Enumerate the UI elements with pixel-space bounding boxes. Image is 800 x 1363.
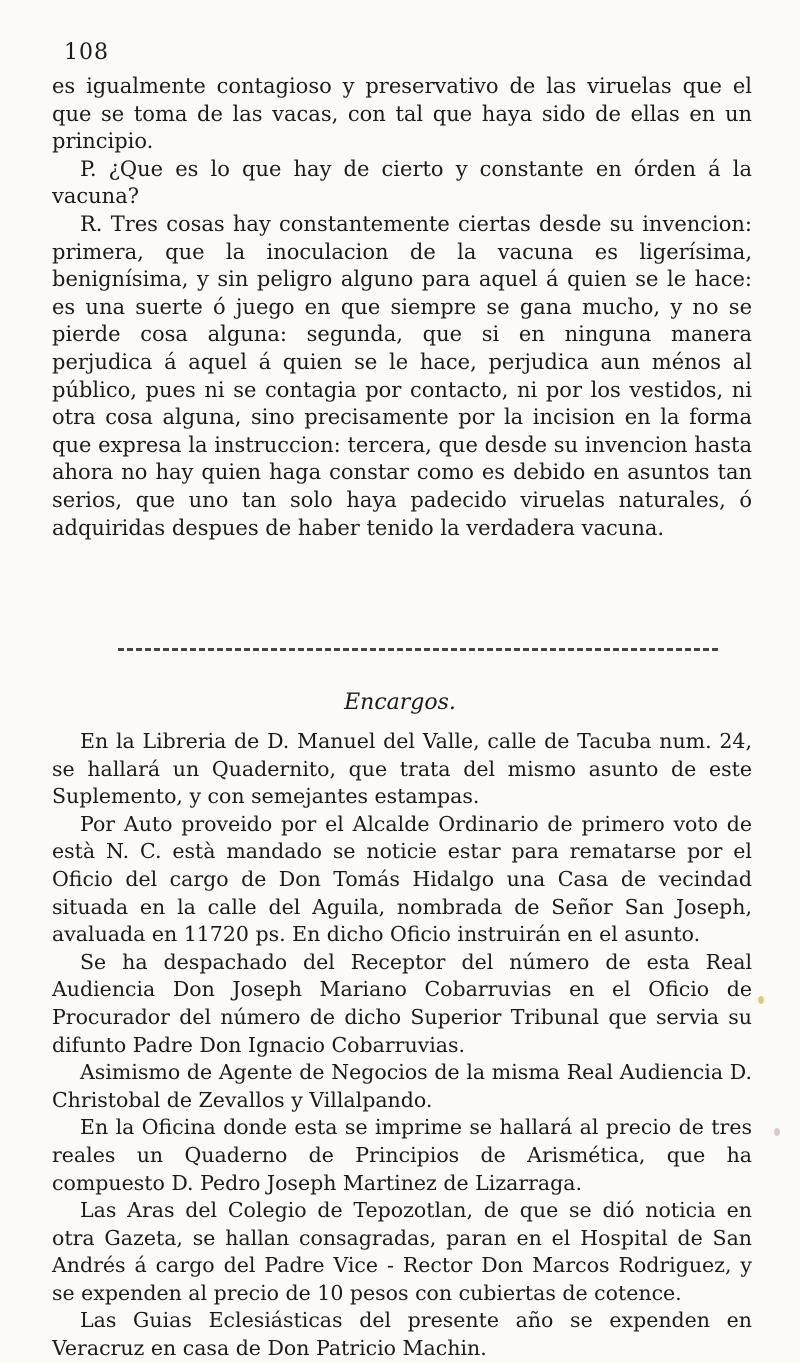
section-title: Encargos. [344, 690, 456, 715]
dialogue-answer: R. Tres cosas hay constantemente ciertas desde su invencion: primera, que la inoculacion de la vacuna es ligerísima, benignísima, y sin peligro alguno para aquel á quien se le hace: es una suerte ó juego en que siempre se gana mucho, y no se pierde cosa alguna: segunda, que si en ninguna manera perjudica á aquel á quien se le hace, perjudica aun ménos al público, pues ni se contagia por contacto, ni por los vestidos, ni otra cosa alguna, sino precisamente por la incision en la forma que expresa la instruccion: tercera, que desde su invencion hasta ahora no hay quien haga constar como es debido en asuntos tan serios, que uno tan solo haya padecido viruelas naturales, ó adquiridas despues de haber tenido la verdadera vacuna. [52, 211, 752, 540]
notice-paragraph: Las Guias Eclesiásticas del presente año se expenden en Veracruz en casa de Don Patricio Machin. [52, 1308, 752, 1361]
notice-paragraph: Las Aras del Colegio de Tepozotlan, de que se dió noticia en otra Gazeta, se hallan consagradas, paran en el Hospital de San Andrés á cargo del Padre Vice - Rector Don Marcos Rodriguez, y se expenden al precio de 10 pesos con cubiertas de cotence. [52, 1198, 752, 1305]
notice-paragraph: En la Oficina donde esta se imprime se hallará al precio de tres reales un Quaderno de Principios de Arismética, que ha compuesto D. Pedro Joseph Martinez de Lizarraga. [52, 1115, 752, 1195]
notices-section [52, 728, 752, 1363]
section-divider [118, 648, 718, 651]
notice-paragraph: Asimismo de Agente de Negocios de la misma Real Audiencia D. Christobal de Zevallos y Villalpando. [52, 1060, 752, 1112]
notice-paragraph: En la Libreria de D. Manuel del Valle, calle de Tacuba num. 24, se hallará un Quadernito, que trata del mismo asunto de este Suplemento, y con semejantes estampas. [52, 729, 752, 809]
dialogue-question: P. ¿Que es lo que hay de cierto y constante en órden á la vacuna? [52, 156, 752, 209]
vaccine-dialogue [52, 73, 752, 542]
ink-stain [774, 1128, 780, 1136]
ink-stain [758, 996, 764, 1004]
dialogue-paragraph: es igualmente contagioso y preservativo de las viruelas que el que se toma de las vacas, con tal que haya sido de ellas en un principio. [52, 74, 752, 154]
notice-paragraph: Por Auto proveido por el Alcalde Ordinario de primero voto de està N. C. està mandado se noticie estar para rematarse por el Oficio del cargo de Don Tomás Hidalgo una Casa de vecindad situada en la calle del Aguila, nombrada de Señor San Joseph, avaluada en 11720 ps. En dicho Oficio instruirán en el asunto. [52, 811, 752, 947]
notice-paragraph: Se ha despachado del Receptor del número de esta Real Audiencia Don Joseph Mariano Cobarruvias en el Oficio de Procurador del número de dicho Superior Tribunal que servia su difunto Padre Don Ignacio Cobarruvias. [52, 949, 752, 1057]
page-number: 108 [64, 40, 109, 65]
